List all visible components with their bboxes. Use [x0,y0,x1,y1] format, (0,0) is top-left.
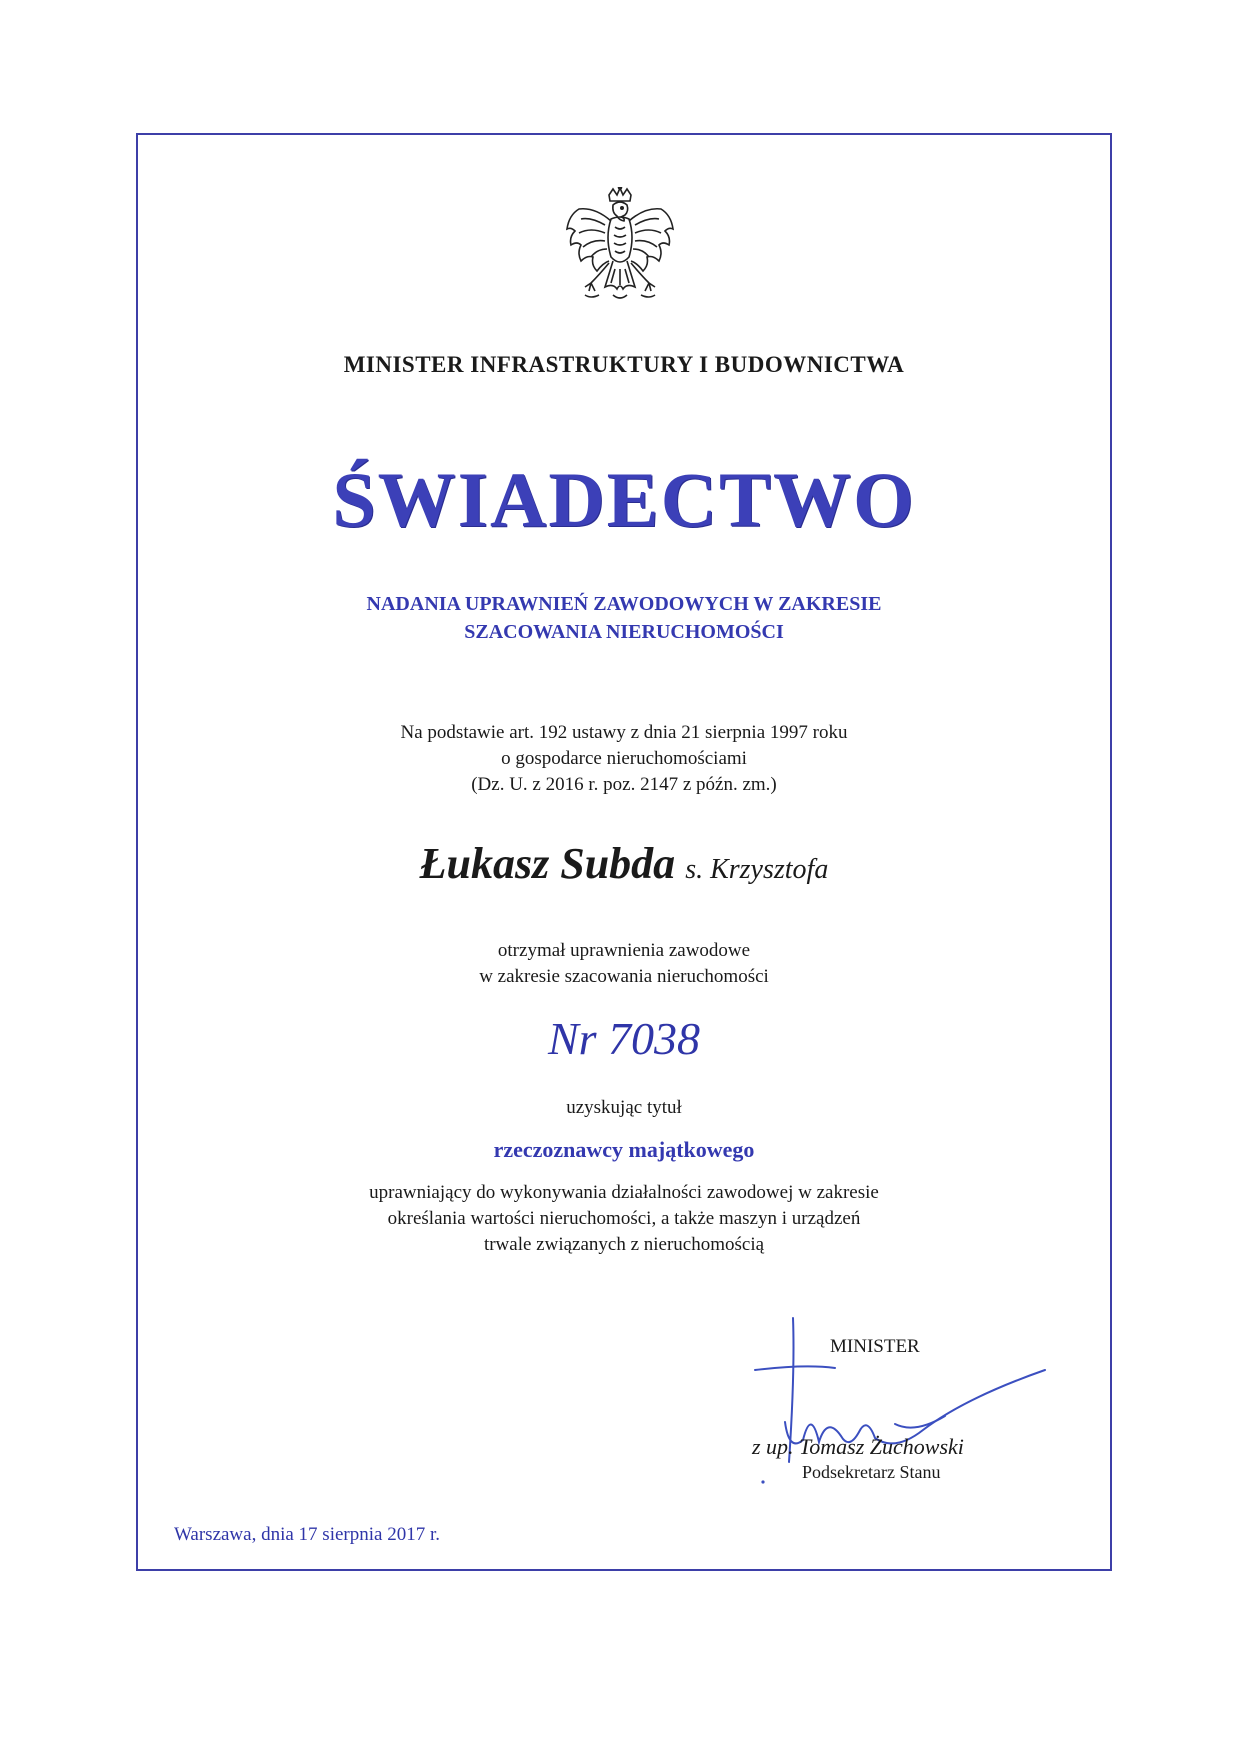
subtitle-line-1: NADANIA UPRAWNIEŃ ZAWODOWYCH W ZAKRESIE [366,593,882,615]
license-scope [136,1180,1112,1258]
received-line-2: w zakresie szacowania nieruchomości [479,966,769,987]
certificate-subtitle [136,590,1112,646]
obtaining-title-text: uzyskując tytuł [566,1097,682,1118]
profession-title: rzeczoznawcy majątkowego [493,1137,755,1162]
signatory-title: MINISTER [830,1336,920,1357]
polish-eagle-emblem-icon [555,187,685,317]
received-statement [136,938,1112,990]
signatory-name: z up. Tomasz Żuchowski [752,1434,964,1459]
legal-basis-line-2: o gospodarce nieruchomościami [501,748,747,769]
certificate-title: ŚWIADECTWO [332,456,916,543]
ministry-heading: MINISTER INFRASTRUKTURY I BUDOWNICTWA [343,352,905,377]
recipient-patronymic: s. Krzysztofa [685,854,829,885]
scope-line-3: trwale związanych z nieruchomością [483,1234,765,1255]
scope-line-2: określania wartości nieruchomości, a także maszyn i urządzeń [387,1208,861,1229]
legal-basis-line-3: (Dz. U. z 2016 r. poz. 2147 z późn. zm.) [471,774,777,795]
license-number: Nr 7038 [547,1013,701,1064]
subtitle-line-2: SZACOWANIA NIERUCHOMOŚCI [464,621,784,643]
signatory-role: Podsekretarz Stanu [802,1462,941,1482]
recipient-name-block [136,838,1112,889]
place-and-date: Warszawa, dnia 17 sierpnia 2017 r. [174,1524,440,1545]
legal-basis-line-1: Na podstawie art. 192 ustawy z dnia 21 sierpnia 1997 roku [400,722,848,743]
legal-basis [136,720,1112,798]
recipient-name: Łukasz Subda [419,839,676,888]
scope-line-1: uprawniający do wykonywania działalności zawodowej w zakresie [369,1182,879,1203]
received-line-1: otrzymał uprawnienia zawodowe [497,940,751,961]
